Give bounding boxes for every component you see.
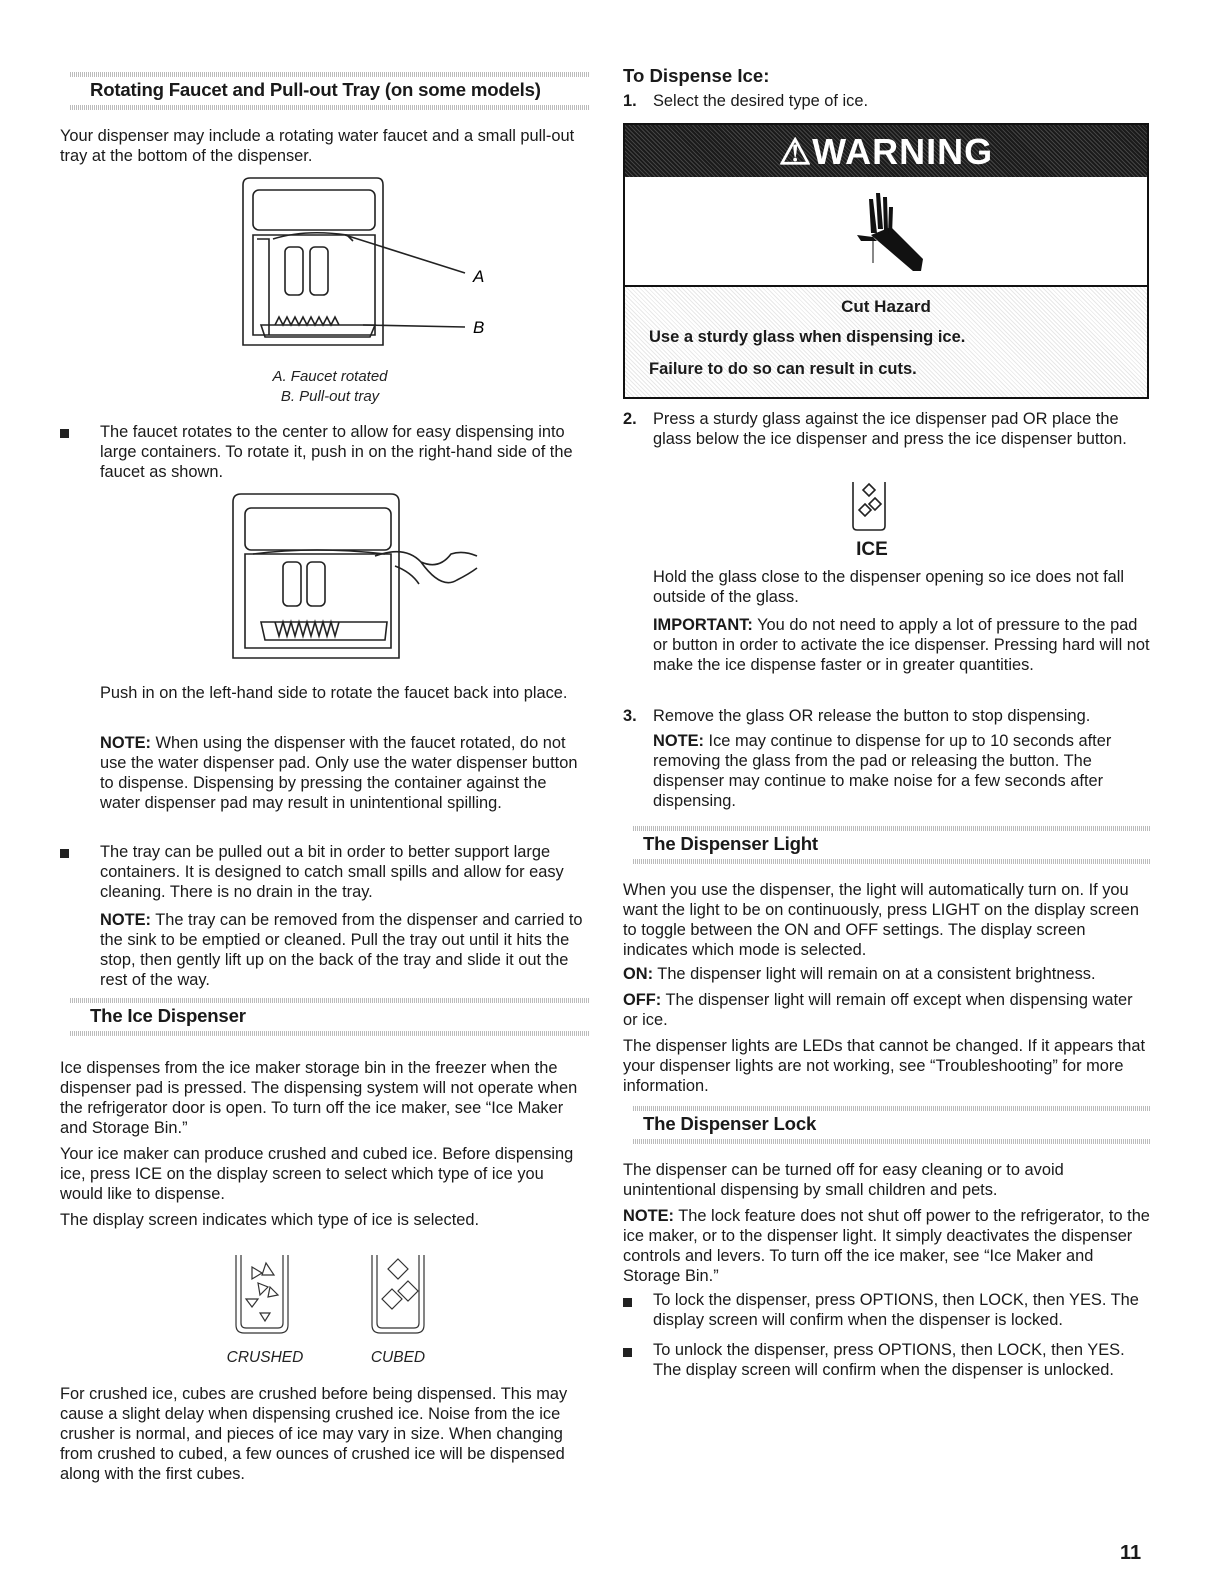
warning-body bbox=[625, 285, 1147, 397]
ice-button-icon bbox=[849, 480, 889, 532]
faucet-push-figure bbox=[225, 490, 505, 665]
bullet-icon bbox=[60, 849, 69, 858]
list-item: To unlock the dispenser, press OPTIONS, then LOCK, then YES. The display screen will confirm when the dispenser is unlocked. bbox=[653, 1341, 1125, 1379]
warning-hazard: Cut Hazard bbox=[841, 297, 931, 316]
warning-triangle-icon: ⚠ bbox=[778, 131, 813, 172]
off-paragraph: OFF: The dispenser light will remain off except when dispensing water or ice. bbox=[623, 991, 1133, 1029]
step-text: Press a sturdy glass against the ice dispenser pad OR place the glass below the ice dispenser and press the ice dispenser button. bbox=[653, 410, 1127, 448]
paragraph: For crushed ice, cubes are crushed before being dispensed. This may cause a slight delay when dispensing crushed ice. Noise from the ice crusher is normal, and pieces of ice may vary in size. When changing from crushed to cubed, a few ounces of crushed ice will be dispensed along with the first cubes. bbox=[60, 1385, 568, 1483]
step-text: Select the desired type of ice. bbox=[653, 92, 869, 110]
warning-title: ⚠WARNING bbox=[778, 131, 994, 172]
bullet-icon bbox=[60, 429, 69, 438]
bullet-icon bbox=[623, 1298, 632, 1307]
note-paragraph: NOTE: When using the dispenser with the faucet rotated, do not use the water dispenser pad. Only use the water dispenser button to dispense. Dispensing by pressing the container against the water dispenser pad may result in unintentional spilling. bbox=[100, 734, 578, 812]
section-heading: The Ice Dispenser bbox=[90, 1005, 246, 1026]
cut-hand-icon bbox=[843, 185, 933, 275]
section-heading-band bbox=[623, 1106, 1150, 1144]
paragraph: Ice dispenses from the ice maker storage bin in the freezer when the dispenser pad is pressed. The dispensing system will not operate when the refrigerator door is open. To turn off the ice maker, see “Ice Maker and Storage Bin.” bbox=[60, 1059, 578, 1137]
step-text: Remove the glass OR release the button to stop dispensing. bbox=[653, 707, 1091, 725]
paragraph: The dispenser can be turned off for easy cleaning or to avoid unintentional dispensing by small children and pets. bbox=[623, 1161, 1064, 1199]
cubed-ice-icon bbox=[368, 1253, 428, 1335]
label-b: B bbox=[473, 318, 485, 337]
dispense-heading: To Dispense Ice: bbox=[623, 65, 770, 86]
paragraph: Hold the glass close to the dispenser opening so ice does not fall outside of the glass. bbox=[653, 568, 1125, 606]
crushed-label: CRUSHED bbox=[226, 1349, 304, 1366]
paragraph: When you use the dispenser, the light will automatically turn on. If you want the light to be on continuously, press LIGHT on the display screen to toggle between the ON and OFF settings. The display screen indicates which mode is selected. bbox=[623, 881, 1139, 959]
crushed-ice-icon bbox=[232, 1253, 292, 1335]
warning-line: Use a sturdy glass when dispensing ice. bbox=[649, 328, 966, 346]
step-number: 3. bbox=[623, 707, 637, 725]
step-number: 2. bbox=[623, 410, 637, 428]
section-heading: The Dispenser Lock bbox=[643, 1113, 817, 1134]
note-paragraph: NOTE: The tray can be removed from the dispenser and carried to the sink to be emptied or cleaned. Pull the tray out until it hits the stop, then gently lift up on the back of the tray and slide it out the rest of the way. bbox=[100, 911, 583, 989]
warning-box bbox=[623, 123, 1149, 399]
section-heading-band bbox=[60, 72, 590, 110]
paragraph: Push in on the left-hand side to rotate the faucet back into place. bbox=[100, 684, 568, 702]
list-item: The tray can be pulled out a bit in order to better support large containers. It is designed to catch small spills and allow for easy cleaning. There is no drain in the tray. bbox=[100, 843, 564, 901]
list-item: To lock the dispenser, press OPTIONS, then LOCK, then YES. The display screen will confirm when the dispenser is locked. bbox=[653, 1291, 1139, 1329]
paragraph: The display screen indicates which type of ice is selected. bbox=[60, 1211, 480, 1229]
faucet-rotated-figure bbox=[235, 175, 495, 360]
label-a: A bbox=[473, 267, 485, 286]
section-heading-band bbox=[60, 998, 590, 1036]
note-paragraph: NOTE: Ice may continue to dispense for up to 10 seconds after removing the glass from the pad or releasing the button. The dispenser may continue to make noise for a few seconds after dispensing. bbox=[653, 732, 1112, 810]
figure-caption-b: B. Pull-out tray bbox=[280, 388, 380, 405]
figure-caption-a: A. Faucet rotated bbox=[272, 368, 388, 385]
important-paragraph: IMPORTANT: You do not need to apply a lot of pressure to the pad or button in order to activate the ice dispenser. Pressing hard will not make the ice dispense faster or in greater quantities. bbox=[653, 616, 1150, 674]
section-heading-band bbox=[623, 826, 1150, 864]
step-number: 1. bbox=[623, 92, 637, 110]
on-paragraph: ON: The dispenser light will remain on at a consistent brightness. bbox=[623, 965, 1096, 983]
list-item: The faucet rotates to the center to allow for easy dispensing into large containers. To rotate it, push in on the right-hand side of the faucet as shown. bbox=[100, 423, 573, 481]
paragraph: Your dispenser may include a rotating water faucet and a small pull-out tray at the bottom of the dispenser. bbox=[60, 127, 575, 165]
warning-header bbox=[625, 125, 1147, 177]
section-heading: The Dispenser Light bbox=[643, 833, 818, 854]
cubed-label: CUBED bbox=[370, 1349, 426, 1366]
warning-line: Failure to do so can result in cuts. bbox=[649, 360, 917, 378]
paragraph: The dispenser lights are LEDs that cannot be changed. If it appears that your dispenser lights are not working, see “Troubleshooting” for more information. bbox=[623, 1037, 1146, 1095]
note-paragraph: NOTE: The lock feature does not shut off power to the refrigerator, to the ice maker, or to the dispenser light. It simply deactivates the dispenser controls and levers. To turn off the ice maker, see “Ice Maker and Storage Bin.” bbox=[623, 1207, 1150, 1285]
paragraph: Your ice maker can produce crushed and cubed ice. Before dispensing ice, press ICE on the display screen to select which type of ice you would like to dispense. bbox=[60, 1145, 574, 1203]
page-number: 11 bbox=[1120, 1542, 1142, 1564]
bullet-icon bbox=[623, 1348, 632, 1357]
section-heading: Rotating Faucet and Pull-out Tray (on some models) bbox=[90, 79, 541, 100]
ice-icon-label: ICE bbox=[856, 539, 888, 560]
